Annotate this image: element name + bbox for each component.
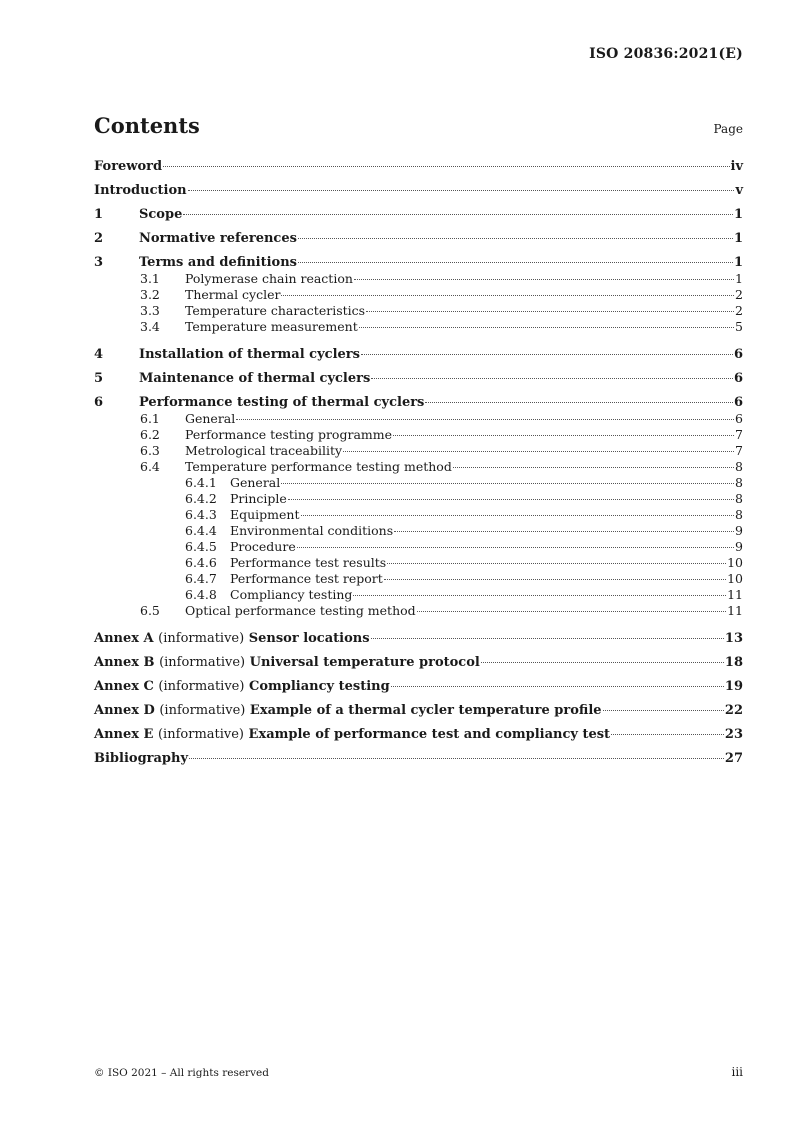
toc-entry-annex-a[interactable]: Annex A (informative) Sensor locations 13 (94, 631, 743, 646)
toc-entry-6-1[interactable]: 6.1 General 6 (140, 411, 743, 426)
toc-entry-section-3[interactable]: 3 Terms and definitions 1 (94, 255, 743, 270)
toc-entry-introduction[interactable]: Introduction v (94, 183, 743, 198)
page-column-label: Page (713, 122, 743, 136)
title-row (94, 112, 743, 138)
toc-entry-section-5[interactable]: 5 Maintenance of thermal cyclers 6 (94, 371, 743, 386)
toc-entry-annex-b[interactable]: Annex B (informative) Universal temperature protocol 18 (94, 655, 743, 670)
toc-entry-6-4-8[interactable]: 6.4.8 Compliancy testing 11 (185, 587, 743, 602)
toc-entry-6-2[interactable]: 6.2 Performance testing programme 7 (140, 427, 743, 442)
toc-entry-bibliography[interactable]: Bibliography 27 (94, 751, 743, 766)
toc-entry-3-2[interactable]: 3.2 Thermal cycler 2 (140, 287, 743, 302)
toc-entry-3-4[interactable]: 3.4 Temperature measurement 5 (140, 319, 743, 334)
toc-entry-annex-c[interactable]: Annex C (informative) Compliancy testing 19 (94, 679, 743, 694)
toc-entry-3-3[interactable]: 3.3 Temperature characteristics 2 (140, 303, 743, 318)
document-id: ISO 20836:2021(E) (589, 46, 743, 62)
toc-entry-6-4-1[interactable]: 6.4.1 General 8 (185, 475, 743, 490)
toc-entry-6-4-2[interactable]: 6.4.2 Principle 8 (185, 491, 743, 506)
toc-entry-3-1[interactable]: 3.1 Polymerase chain reaction 1 (140, 271, 743, 286)
table-of-contents (94, 155, 743, 771)
toc-entry-6-4[interactable]: 6.4 Temperature performance testing method 8 (140, 459, 743, 474)
toc-entry-6-4-6[interactable]: 6.4.6 Performance test results 10 (185, 555, 743, 570)
copyright-notice: © ISO 2021 – All rights reserved (94, 1067, 269, 1079)
toc-entry-6-4-5[interactable]: 6.4.5 Procedure 9 (185, 539, 743, 554)
toc-entry-annex-e[interactable]: Annex E (informative) Example of performance test and compliancy test 23 (94, 727, 743, 742)
toc-entry-foreword[interactable]: Foreword iv (94, 159, 743, 174)
toc-entry-6-4-3[interactable]: 6.4.3 Equipment 8 (185, 507, 743, 522)
toc-entry-section-1[interactable]: 1 Scope 1 (94, 207, 743, 222)
toc-entry-6-4-4[interactable]: 6.4.4 Environmental conditions 9 (185, 523, 743, 538)
toc-entry-section-4[interactable]: 4 Installation of thermal cyclers 6 (94, 347, 743, 362)
page-title: Contents (94, 113, 200, 138)
toc-entry-6-4-7[interactable]: 6.4.7 Performance test report 10 (185, 571, 743, 586)
toc-entry-section-6[interactable]: 6 Performance testing of thermal cyclers 6 (94, 395, 743, 410)
page-number: iii (731, 1065, 743, 1079)
toc-entry-section-2[interactable]: 2 Normative references 1 (94, 231, 743, 246)
toc-entry-6-5[interactable]: 6.5 Optical performance testing method 11 (140, 603, 743, 618)
toc-entry-annex-d[interactable]: Annex D (informative) Example of a thermal cycler temperature profile 22 (94, 703, 743, 718)
toc-entry-6-3[interactable]: 6.3 Metrological traceability 7 (140, 443, 743, 458)
